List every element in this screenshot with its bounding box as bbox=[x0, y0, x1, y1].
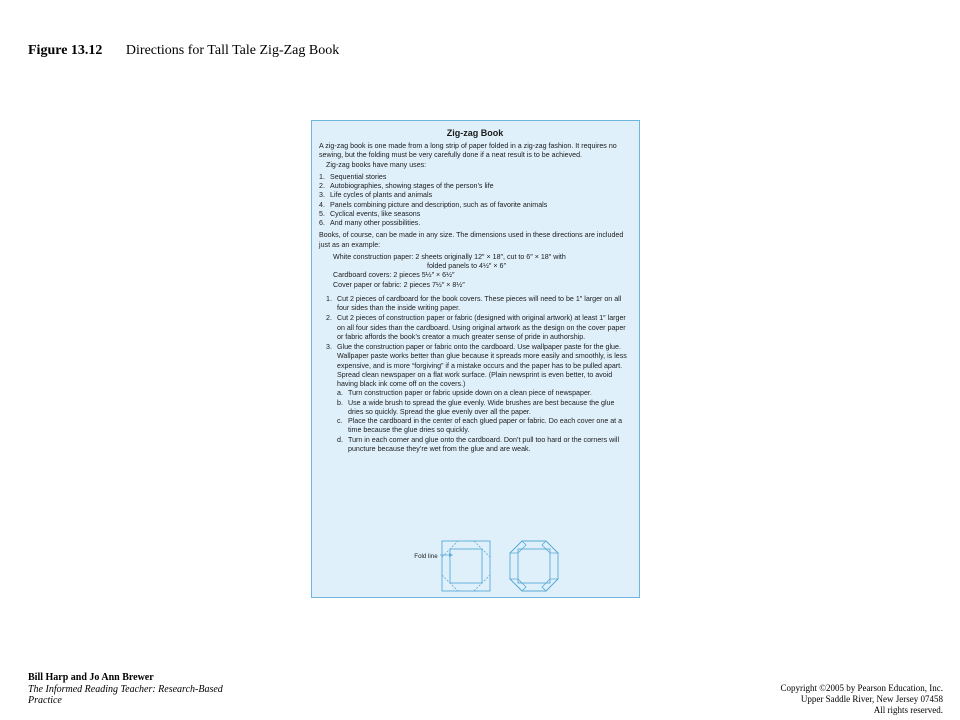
book-title: The Informed Reading Teacher: Research-Based Practice bbox=[28, 683, 223, 706]
figure-caption: Directions for Tall Tale Zig-Zag Book bbox=[125, 43, 340, 58]
copyright-line-2: Upper Saddle River, New Jersey 07458 bbox=[800, 694, 943, 704]
dim-white-paper-cont: folded panels to 4½″ × 6″ bbox=[427, 262, 506, 270]
list-item: 5. Cyclical events, like seasons bbox=[319, 209, 421, 218]
figure-number: Figure 13.12 bbox=[28, 43, 103, 58]
substep-item: d. Turn in each corner and glue onto the cardboard. Don’t pull too hard or the corners will puncture because they’re wet from the glue and are weak. bbox=[337, 435, 620, 453]
cover-paper-outline bbox=[442, 541, 490, 591]
substep-item: b. Use a wide brush to spread the glue evenly. Wide brushes are best because the glue dries so quickly. Spread the glue evenly over all the paper. bbox=[337, 398, 615, 416]
copyright-line-1: Copyright ©2005 by Pearson Education, Inc. bbox=[780, 683, 943, 693]
list-item: 6. And many other possibilities. bbox=[319, 219, 421, 227]
zigzag-directions-panel bbox=[311, 120, 640, 598]
copyright-notice bbox=[780, 683, 943, 716]
intro-paragraph: A zig-zag book is one made from a long strip of paper folded in a zig-zag fashion. It requires no sewing, but the folding must be very carefully done if a neat result is to be achieved. bbox=[319, 142, 617, 160]
fold-line-label: Fold line bbox=[414, 553, 438, 560]
uses-list bbox=[319, 173, 631, 229]
list-item: 2. Autobiographies, showing stages of the person’s life bbox=[319, 182, 494, 190]
dim-cardboard: Cardboard covers: 2 pieces 5½″ × 6½″ bbox=[333, 271, 455, 280]
copyright-line-3: All rights reserved. bbox=[873, 705, 943, 715]
substeps-list bbox=[337, 389, 631, 454]
dim-white-paper: White construction paper: 2 sheets originally 12″ × 18″, cut to 6″ × 18″ with bbox=[333, 252, 566, 261]
substep-item: c. Place the cardboard in the center of each glued paper or fabric. Do each cover one at a time because the glue dries so quickly. bbox=[337, 417, 623, 435]
folded-cardboard-outline bbox=[518, 549, 550, 583]
cover-folding-diagram bbox=[412, 537, 612, 595]
list-item: 3. Life cycles of plants and animals bbox=[319, 191, 433, 200]
step-item: 2. Cut 2 pieces of construction paper or fabric (designed with original artwork) at least 1″ larger on all four sides than the cardboard. Using original artwork as the design on the cover paper or fabric affords the book’s creator a much greater sense of pride in authorship. bbox=[326, 314, 626, 341]
uses-intro: Zig-zag books have many uses: bbox=[326, 160, 427, 169]
list-item: 1. Sequential stories bbox=[319, 172, 387, 181]
folded-cover-outline bbox=[510, 541, 558, 591]
step-item: 3. Glue the construction paper or fabric onto the cardboard. Use wallpaper paste for the glue. Wallpaper paste works better than glue because it spreads more easily and smoothly, is less expensive, and is more “forgiving” if a mistake occurs and the paper has to be pulled apart. Spread clean newspaper on a flat work surface. (Plain newsprint is even better, to avoid having black ink come off on the covers.) a. Turn construction paper or fabric upside down on a clean piece of newspaper. b. Use a wide brush to spread the glue evenly. Wide brushes are best because the glue dries so quickly. Spread the glue evenly over all the paper. c. Place the cardboard in the center of each glued paper or fabric. Do each cover one at a time because the glue dries so quickly. d. Turn in each corner and glue onto the cardboard. Don’t pull too hard or the corners will puncture because they’re wet from the glue and are weak. bbox=[319, 343, 631, 454]
cardboard-outline bbox=[450, 549, 482, 583]
authors: Bill Harp and Jo Ann Brewer bbox=[28, 672, 154, 683]
steps-list bbox=[319, 295, 631, 454]
panel-heading: Zig-zag Book bbox=[446, 128, 504, 138]
step-item: 1. Cut 2 pieces of cardboard for the book covers. These pieces will need to be 1″ larger on all four sides than the inside writing paper. bbox=[326, 294, 622, 312]
dimensions-block bbox=[333, 253, 631, 290]
substep-item: a. Turn construction paper or fabric upside down on a clean piece of newspaper. bbox=[337, 389, 592, 398]
figure-title bbox=[28, 43, 339, 59]
list-item: 4. Panels combining picture and description, such as of favorite animals bbox=[319, 200, 548, 209]
book-credits bbox=[28, 672, 238, 707]
dim-cover: Cover paper or fabric: 2 pieces 7½″ × 8½″ bbox=[333, 280, 465, 289]
sizes-intro: Books, of course, can be made in any size. The dimensions used in these directions are included just as an example: bbox=[319, 231, 624, 249]
